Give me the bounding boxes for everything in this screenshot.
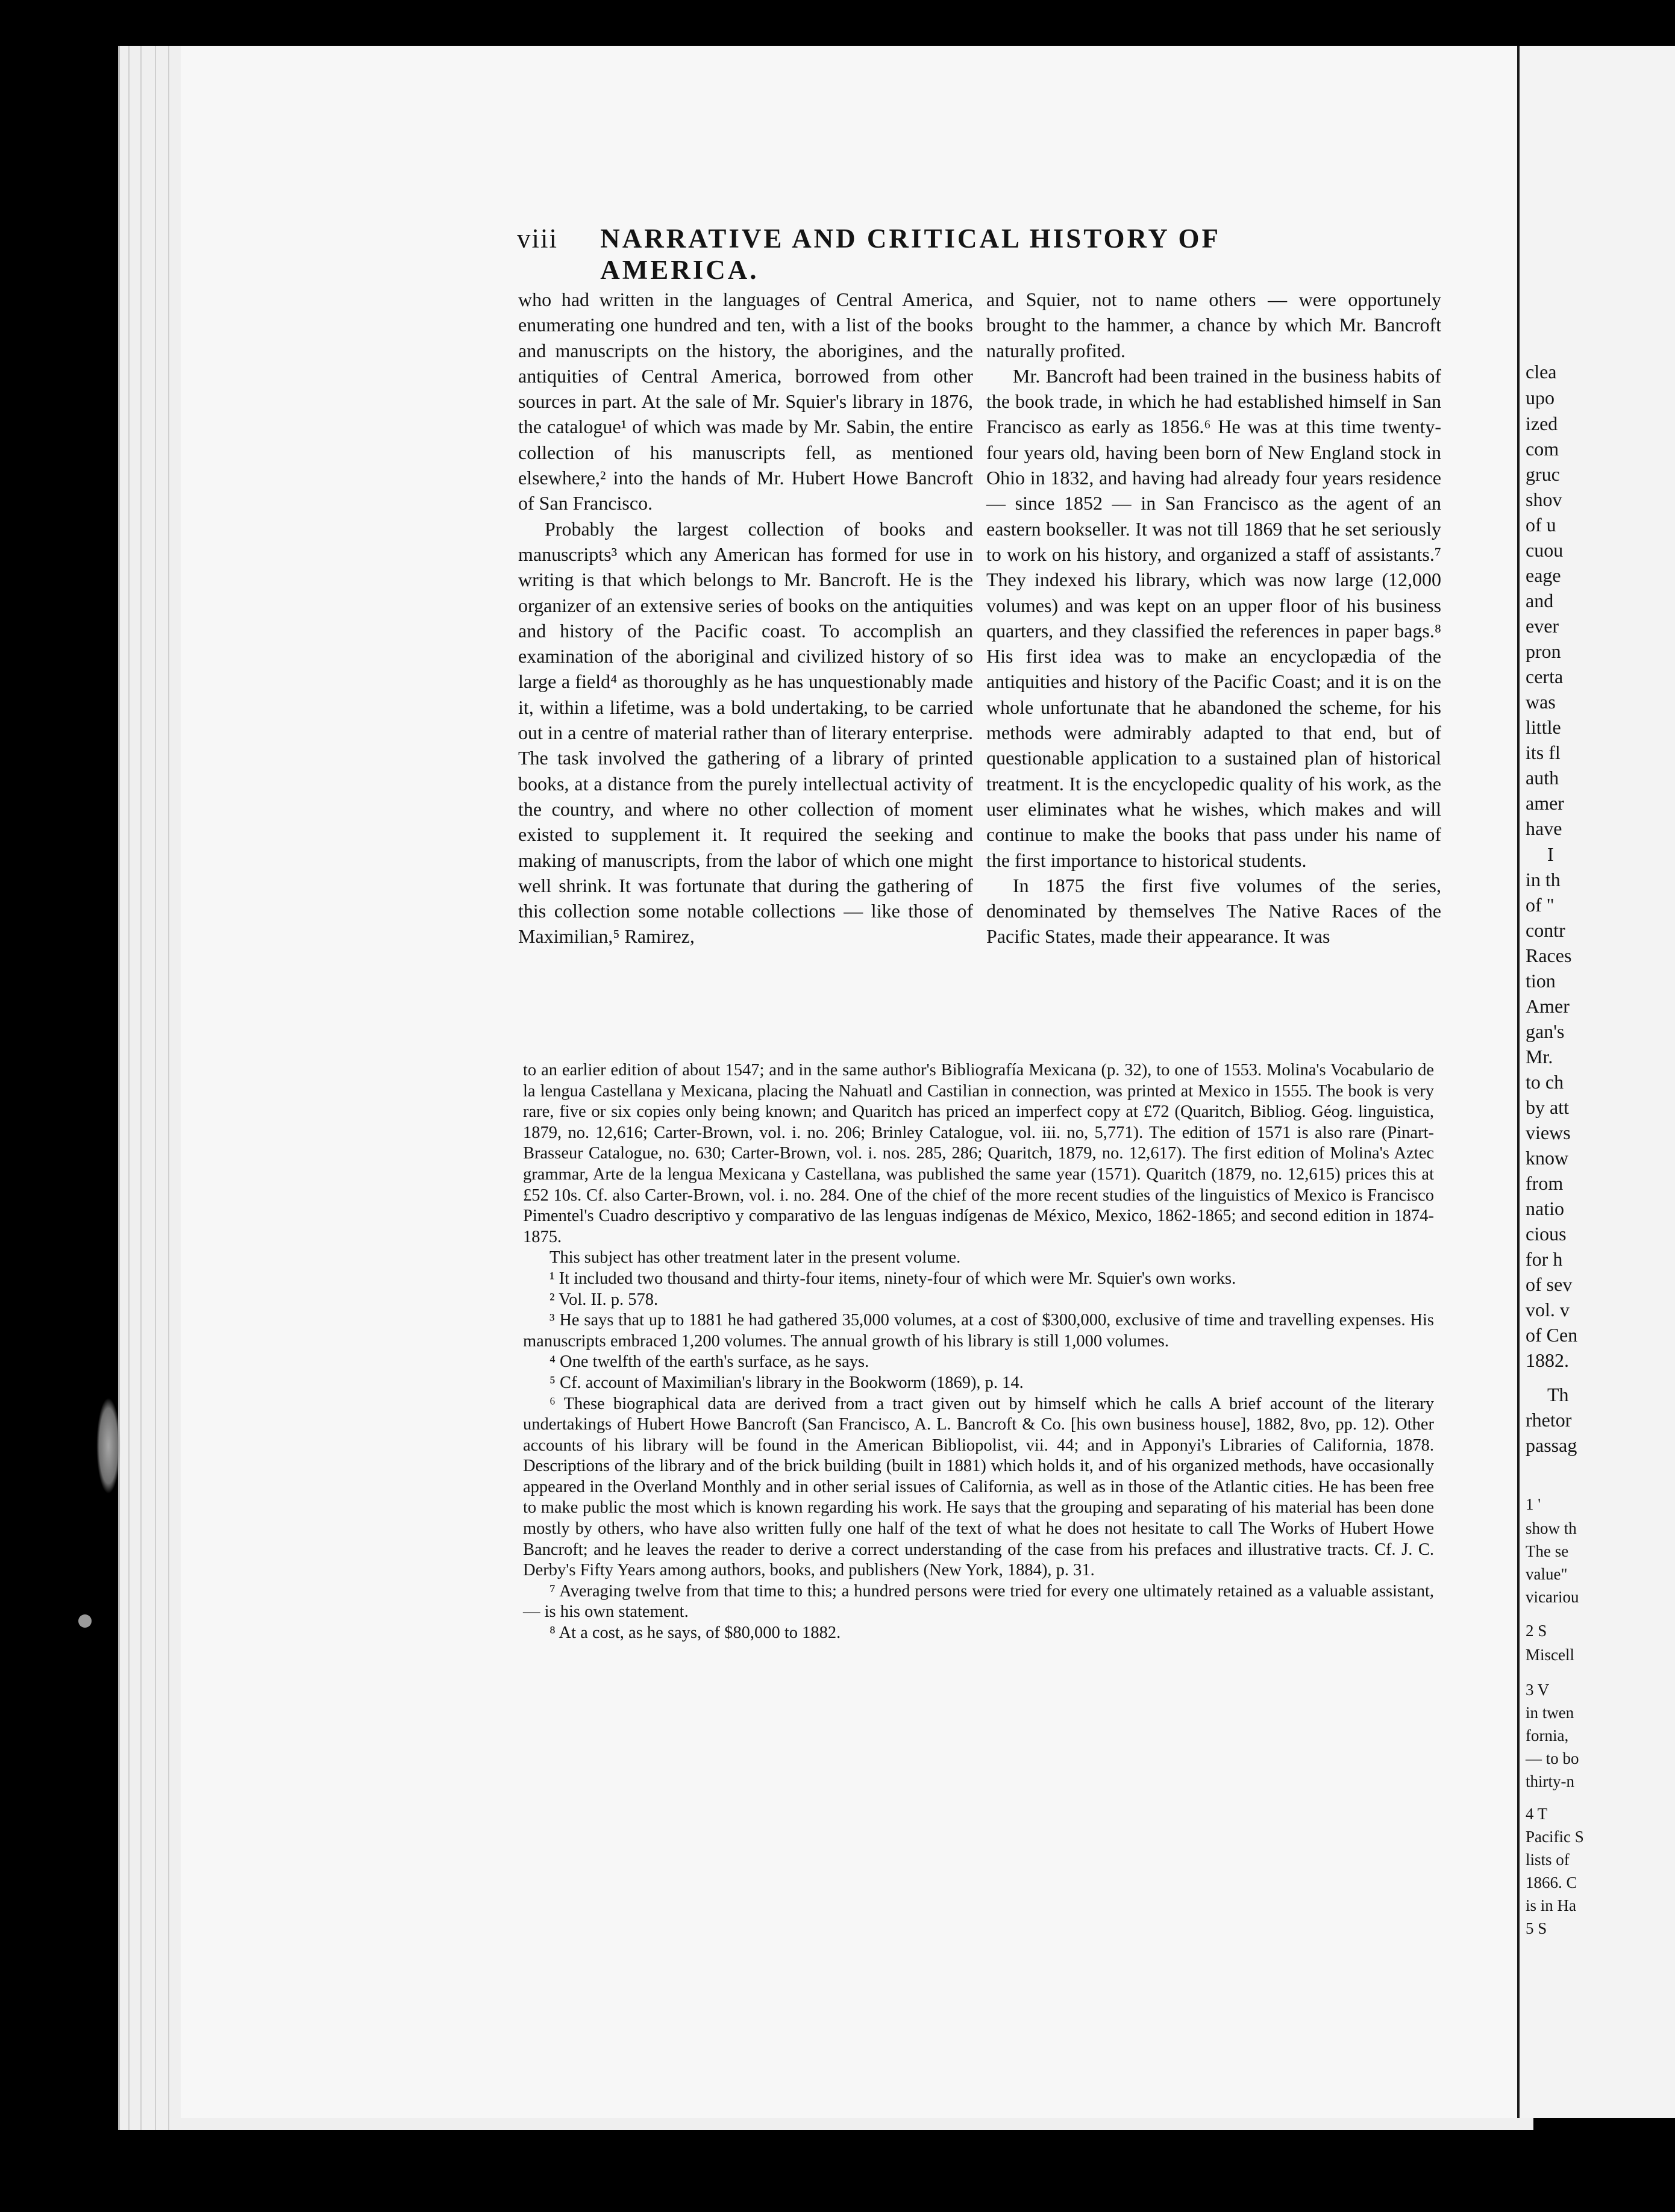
facing-page-fragment: thirty-n (1526, 1772, 1574, 1790)
paragraph: In 1875 the first five volumes of the series, denominated by themselves The Native Races of the Pacific States, made their appearance. It was (986, 874, 1441, 948)
page-edge (168, 46, 169, 2130)
facing-page-fragment: pron (1526, 640, 1561, 662)
facing-page-fragment: 1866. C (1526, 1873, 1577, 1892)
facing-page-fragment: was (1526, 691, 1556, 713)
footnote: ³ He says that up to 1881 he had gathered 35,000 volumes, at a cost of $300,000, exclusive of time and travelling expenses. His manuscripts embraced 1,200 volumes. The annual growth of his library is still 1,000 volumes. (523, 1311, 1434, 1351)
facing-page-fragment: and (1526, 590, 1554, 611)
facing-page-fragment: tion (1526, 970, 1556, 992)
facing-page-fragment: auth (1526, 767, 1559, 789)
facing-page-fragment: The se (1526, 1542, 1569, 1560)
facing-page-fragment: 2 S (1526, 1622, 1547, 1640)
facing-page-fragment: vol. v (1526, 1299, 1570, 1320)
facing-page-fragment: value" (1526, 1565, 1568, 1583)
facing-page-fragment: in th (1526, 869, 1561, 890)
facing-page-fragment: ever (1526, 615, 1559, 637)
facing-page-fragment: views (1526, 1122, 1571, 1143)
footnote: to an earlier edition of about 1547; and in the same author's Bibliografía Mexicana (p. 32), to one of 1553. Molina's Vocabulario de la lengua Castellana y Mexicana, placing the Nahuatl and Castilian in connection, was printed at Mexico in 1555. The book is very rare, five or six copies only being known; and Quaritch has priced an imperfect copy at £72 (Quaritch, Bibliog. Géog. linguistica, 1879, no. 12,616; Carter-Brown, vol. i. no. 206; Brinley Catalogue, vol. iii. no, 5,771). The edition of 1571 is also rare (Pinart-Brasseur Catalogue, no. 630; Carter-Brown, vol. i. nos. 285, 286; Quaritch, 1879, no. 12,617). The first edition of Molina's Aztec grammar, Arte de la lengua Mexicana y Castellana, was published the same year (1571). Quaritch (1879, no. 12,615) prices this at £52 10s. Cf. also Carter-Brown, vol. i. no. 284. One of the chief of the more recent studies of the linguistics of Mexico is Francisco Pimentel's Cuadro descriptivo y comparativo de las lenguas indígenas de México, Mexico, 1862-1865; and second edition in 1874-1875. (523, 1061, 1434, 1246)
facing-page-fragment: of " (1526, 894, 1554, 916)
facing-page-fragment: Mr. (1526, 1046, 1553, 1067)
facing-page-fragment: show th (1526, 1519, 1577, 1537)
footnote: ⁶ These biographical data are derived from a tract given out by himself which he calls A brief account of the literary undertakings of Hubert Howe Bancroft (San Francisco, A. L. Bancroft & Co. [his own business house], 1882, 8vo, pp. 12). Other accounts of his library will be found in the American Bibliopolist, vii. 44; and in Apponyi's Libraries of California, 1878. Descriptions of the library and of the brick building (built in 1881) which holds it, and of his organized methods, have occasionally appeared in the Overland Monthly and in other serial issues of California, as well as in those of the Atlantic cities. He has been free to make public the most which is known regarding his work. He says that the grouping and separating of his material has been done mostly by others, who have also written fully one half of the text of what he does not hesitate to call The Works of Hubert Howe Bancroft; and he leaves the reader to derive a correct understanding of the case from his prefaces and illustrative tracts. Cf. J. C. Derby's Fifty Years among authors, books, and publishers (New York, 1884), p. 31. (523, 1394, 1434, 1580)
facing-page-fragment: from (1526, 1172, 1564, 1194)
facing-page-fragment: lists of (1526, 1851, 1570, 1869)
page-edge (155, 46, 156, 2130)
facing-page-fragment: know (1526, 1147, 1569, 1169)
facing-page-fragment: its fl (1526, 742, 1561, 763)
facing-page-fragment: — to bo (1526, 1749, 1579, 1767)
facing-page-fragment: of sev (1526, 1273, 1573, 1295)
footnote: This subject has other treatment later in the present volume. (549, 1248, 961, 1267)
running-title: NARRATIVE AND CRITICAL HISTORY OF AMERICA. (600, 223, 1220, 285)
facing-page-fragment: ized (1526, 413, 1558, 434)
footnote: ⁴ One twelfth of the earth's surface, as he says. (549, 1352, 869, 1372)
running-header (517, 223, 1324, 285)
facing-page-fragment: cious (1526, 1223, 1567, 1245)
paper-stain (78, 1614, 92, 1628)
footnote: ² Vol. II. p. 578. (549, 1290, 659, 1309)
paragraph: who had written in the languages of Central America, enumerating one hundred and ten, with a list of the books and manuscripts on the history, the aborigines, and the antiquities of Central America, borrowed from other sources in part. At the sale of Mr. Squier's library in 1876, the catalogue¹ of which was made by Mr. Sabin, the entire collection of his manuscripts fell, as mentioned elsewhere,² into the hands of Mr. Hubert Howe Bancroft of San Francisco. (518, 289, 973, 514)
page-edge (140, 46, 142, 2130)
right-column (986, 287, 1441, 949)
facing-page-fragment: natio (1526, 1198, 1564, 1219)
paragraph: Mr. Bancroft had been trained in the business habits of the book trade, in which he had established himself in San Francisco as early as 1856.⁶ He was at this time twenty-four years old, having been born of New England stock in Ohio in 1832, and having had already four years residence — since 1852 — in San Francisco as the agent of an eastern bookseller. It was not till 1869 that he set seriously to work on his history, and organized a staff of assistants.⁷ They indexed his library, which was now large (12,000 volumes) and was kept on an upper floor of his business quarters, and they classified the references in paper bags.⁸ His first idea was to make an encyclopædia of the antiquities and history of the Pacific Coast; and it is on the whole unfortunate that he abandoned the scheme, for his methods were admirably adapted to that end, but of questionable application to a sustained plan of historical treatment. It is the encyclopedic quality of his work, as the user eliminates what he wishes, which makes and will continue to make the books that pass under his name of the first importance to historical students. (986, 364, 1441, 871)
facing-page-fragment: vicariou (1526, 1588, 1579, 1606)
facing-page-fragment: of u (1526, 514, 1556, 536)
facing-page-fragment: gan's (1526, 1020, 1565, 1042)
facing-page-fragment: 4 T (1526, 1805, 1548, 1823)
facing-page-fragment: Pacific S (1526, 1828, 1584, 1846)
facing-page-fragment: gruc (1526, 463, 1560, 485)
facing-page-fragment: I (1547, 843, 1554, 865)
facing-page-fragment: shov (1526, 489, 1562, 510)
footnote: ⁷ Averaging twelve from that time to this; a hundred persons were tried for every one ultimately retained as a valuable assistant, — is his own statement. (523, 1581, 1434, 1622)
left-column (518, 287, 973, 949)
facing-page-fragment: Th (1547, 1384, 1569, 1405)
facing-page-fragment: Amer (1526, 995, 1570, 1017)
footnote: ¹ It included two thousand and thirty-four items, ninety-four of which were Mr. Squier's own works. (549, 1269, 1236, 1288)
facing-page-fragment: upo (1526, 387, 1554, 408)
facing-page-fragment: for h (1526, 1248, 1563, 1270)
facing-page-fragment: 1882. (1526, 1349, 1569, 1371)
facing-page-fragment: com (1526, 438, 1559, 460)
footnotes (523, 1060, 1434, 1644)
facing-page-fragment: passag (1526, 1434, 1577, 1456)
facing-page-fragment: contr (1526, 919, 1565, 941)
facing-page-fragment: to ch (1526, 1071, 1564, 1093)
facing-page-fragment: amer (1526, 792, 1564, 814)
page-number: viii (517, 223, 559, 254)
footnote: ⁸ At a cost, as he says, of $80,000 to 1882. (549, 1623, 841, 1643)
facing-page-fragment: certa (1526, 666, 1564, 687)
facing-page-fragment: in twen (1526, 1704, 1574, 1722)
facing-page-fragment: have (1526, 817, 1562, 839)
facing-page-fragment: cuou (1526, 539, 1564, 561)
facing-page-fragment: little (1526, 716, 1561, 738)
facing-page-fragment: 1 ' (1526, 1495, 1541, 1513)
facing-page-fragment: Races (1526, 945, 1572, 966)
facing-page-fragment: of Cen (1526, 1324, 1578, 1346)
facing-page-fragment: is in Ha (1526, 1896, 1576, 1914)
footnote: ⁵ Cf. account of Maximilian's library in the Bookworm (1869), p. 14. (549, 1373, 1024, 1392)
facing-page-fragment: fornia, (1526, 1726, 1569, 1745)
paper-stain (96, 1398, 121, 1494)
facing-page-fragment: 3 V (1526, 1681, 1550, 1699)
facing-page-fragment: eage (1526, 564, 1561, 586)
facing-page-fragment: clea (1526, 361, 1557, 383)
facing-page-fragment: Miscell (1526, 1646, 1574, 1664)
paragraph: and Squier, not to name others — were opportunely brought to the hammer, a chance by which Mr. Bancroft naturally profited. (986, 289, 1441, 361)
paragraph: Probably the largest collection of books and manuscripts³ which any American has formed for use in writing is that which belongs to Mr. Bancroft. He is the organizer of an extensive series of books on the antiquities and history of the Pacific coast. To accomplish an examination of the aboriginal and civilized history of so large a field⁴ as thoroughly as he has unquestionably made it, within a lifetime, was a bold undertaking, to be carried out in a centre of material rather than of literary enterprise. The task involved the gathering of a library of printed books, at a distance from the purely intellectual activity of the country, and where no other collection of moment existed to supplement it. It required the seeking and making of manuscripts, from the labor of which one might well shrink. It was fortunate that during the gathering of this collection some notable collections — like those of Maximilian,⁵ Ramirez, (518, 517, 973, 948)
facing-page-fragment: by att (1526, 1096, 1569, 1118)
next-page-edge (1517, 46, 1675, 2118)
page-edge (128, 46, 130, 2130)
facing-page-fragment: 5 S (1526, 1919, 1547, 1937)
facing-page-fragment: rhetor (1526, 1409, 1572, 1431)
